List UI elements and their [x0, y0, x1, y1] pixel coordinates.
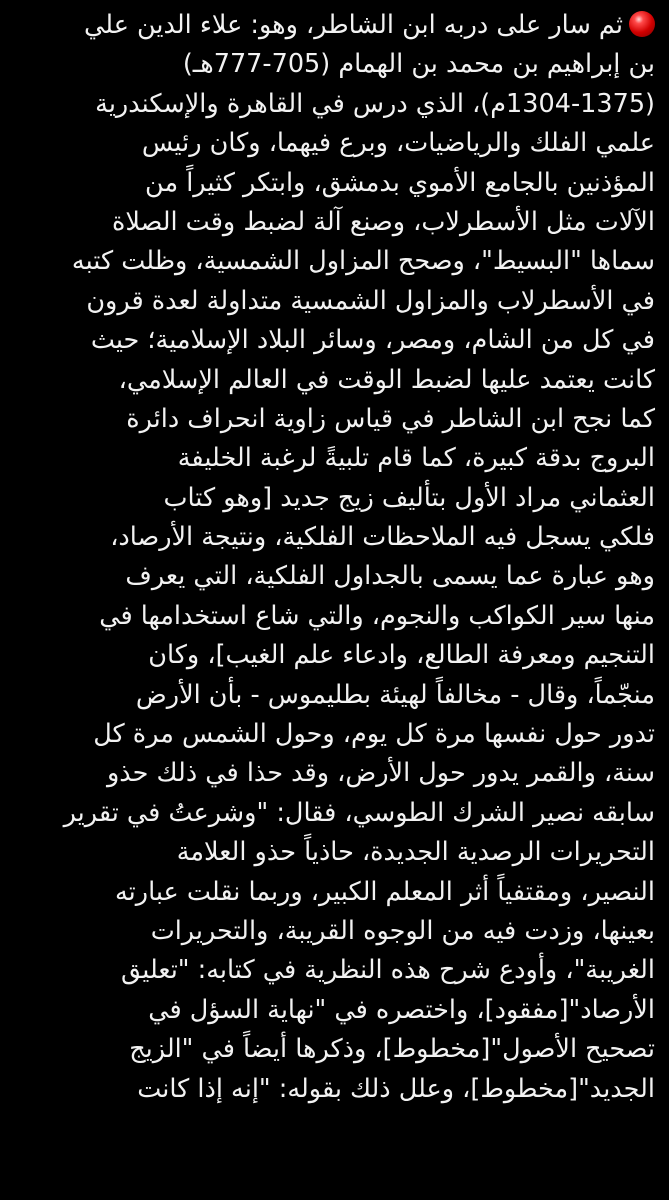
text-line-27: تصحيح الأصول"[مخطوط]، وذكرها أيضاً في "الزيج — [129, 1034, 655, 1065]
article-text — [12, 6, 655, 1109]
text-line-15: وهو عبارة عما يسمى بالجداول الفلكية، التي يعرف — [125, 561, 655, 592]
text-line-16: منها سير الكواكب والنجوم، والتي شاع استخدامها في — [99, 600, 655, 631]
text-line-22: التحريرات الرصدية الجديدة، حاذياً حذو العلامة — [176, 837, 655, 868]
text-line-10: كانت يعتمد عليها لضبط الوقت في العالم الإسلامي، — [118, 364, 655, 395]
text-line-23: النصير، ومقتفياً أثر المعلم الكبير، وربما نقلت عبارته — [115, 876, 655, 907]
text-line-26: الأرصاد"[مفقود]، واختصره في "نهاية السؤل في — [148, 994, 655, 1025]
text-line-24: بعينها، وزدت فيه من الوجوه القريبة، والتحريرات — [150, 915, 655, 946]
text-line-18: منجّماً، وقال - مخالفاً لهيئة بطليموس - بأن الأرض — [135, 679, 655, 710]
text-line-4: علمي الفلك والرياضيات، وبرع فيهما، وكان رئيس — [141, 128, 655, 159]
text-line-19: تدور حول نفسها مرة كل يوم، وحول الشمس مرة كل — [93, 719, 655, 750]
text-line-17: التنجيم ومعرفة الطالع، وادعاء علم الغيب]، وكان — [148, 640, 655, 671]
text-line-1-content: ثم سار على دربه ابن الشاطر، وهو: علاء الدين علي — [84, 10, 623, 40]
text-line-3: (1304-1375م)، الذي درس في القاهرة والإسكندرية — [95, 88, 655, 119]
text-line-25: الغريبة"، وأودع شرح هذه النظرية في كتابه: "تعليق — [120, 955, 655, 986]
text-line-20: سنة، والقمر يدور حول الأرض، وقد حذا في ذلك حذو — [106, 758, 655, 789]
text-line-11: كما نجح ابن الشاطر في قياس زاوية انحراف دائرة — [126, 403, 655, 434]
text-line-12: البروج بدقة كبيرة، كما قام تلبيةً لرغبة الخليفة — [177, 443, 655, 474]
text-line-6: الآلات مثل الأسطرلاب، وصنع آلة لضبط وقت الصلاة — [112, 206, 655, 237]
text-line-8: في الأسطرلاب والمزاول الشمسية متداولة لعدة قرون — [86, 285, 655, 316]
text-line-1 — [12, 6, 655, 45]
text-line-21: سابقه نصير الشرك الطوسي، فقال: "وشرعتُ في تقرير — [63, 797, 655, 828]
text-line-7: سماها "البسيط"، وصحح المزاول الشمسية، وظلت كتبه — [71, 246, 655, 277]
text-line-13: العثماني مراد الأول بتأليف زيج جديد [وهو كتاب — [163, 482, 655, 513]
red-circle-icon — [629, 11, 655, 37]
text-line-28: الجديد"[مخطوط]، وعلل ذلك بقوله: "إنه إذا كانت — [137, 1073, 655, 1104]
text-line-5: المؤذنين بالجامع الأموي بدمشق، وابتكر كثيراً من — [145, 167, 655, 198]
text-line-9: في كل من الشام، ومصر، وسائر البلاد الإسلامية؛ حيث — [90, 325, 655, 356]
text-line-14: فلكي يسجل فيه الملاحظات الفلكية، ونتيجة الأرصاد، — [110, 522, 655, 553]
text-line-2: بن إبراهيم بن محمد بن الهمام (705-777هـ) — [182, 49, 655, 80]
